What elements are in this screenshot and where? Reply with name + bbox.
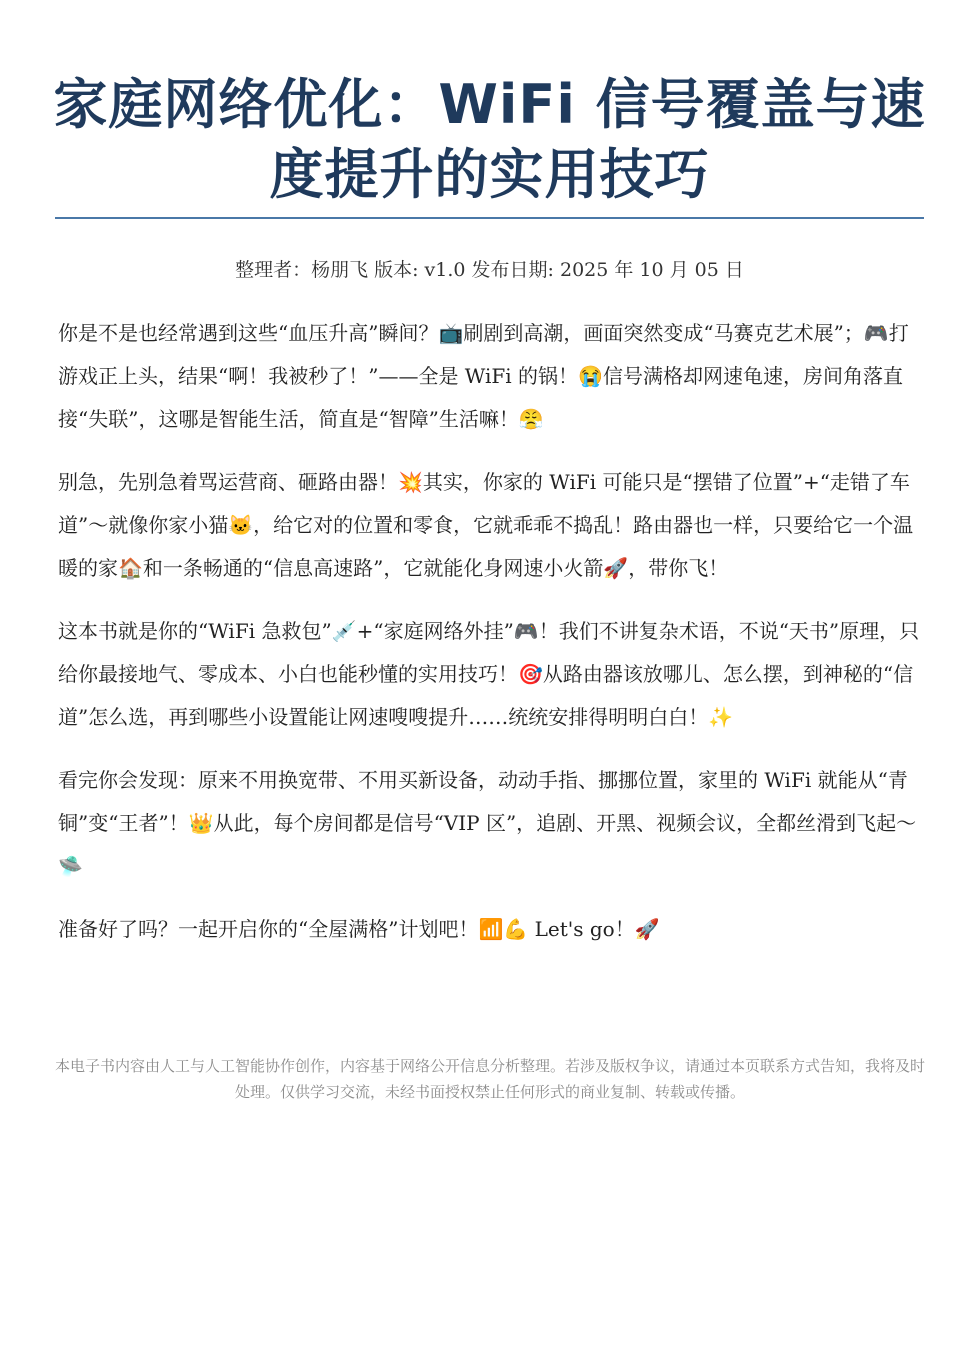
intro-paragraph-2: 别急，先别急着骂运营商、砸路由器！💥其实，你家的 WiFi 可能只是“摆错了位置”+“走错了车道”～就像你家小猫🐱，给它对的位置和零食，它就乖乖不捣乱！路由器也一样，只要给它一个温暖的家🏠和一条畅通的“信息高速路”，它就能化身网速小火箭🚀，带你飞！ bbox=[58, 470, 914, 580]
intro-paragraph-3: 这本书就是你的“WiFi 急救包”💉+“家庭网络外挂”🎮！我们不讲复杂术语，不说“天书”原理，只给你最接地气、零成本、小白也能秒懂的实用技巧！🎯从路由器该放哪儿、怎么摆，到神秘的“信道”怎么选，再到哪些小设置能让网速嗖嗖提升……统统安排得明明白白！✨ bbox=[58, 619, 920, 729]
document-meta: 整理者：杨朋飞 版本: v1.0 发布日期: 2025 年 10 月 05 日 bbox=[235, 259, 744, 281]
intro-paragraph-1: 你是不是也经常遇到这些“血压升高”瞬间？📺刷剧到高潮，画面突然变成“马赛克艺术展”；🎮打游戏正上头，结果“啊！我被秒了！”——全是 WiFi 的锅！😭信号满格却网速龟速，房间角落直接“失联”，这哪是智能生活，简直是“智障”生活嘛！😤 bbox=[58, 321, 909, 431]
intro-paragraph-5: 准备好了吗？一起开启你的“全屋满格”计划吧！📶💪 Let's go！🚀 bbox=[58, 917, 660, 941]
title-divider bbox=[55, 217, 924, 219]
document-body bbox=[58, 312, 928, 971]
intro-paragraph-4: 看完你会发现：原来不用换宽带、不用买新设备，动动手指、挪挪位置，家里的 WiFi 就能从“青铜”变“王者”！👑从此，每个房间都是信号“VIP 区”，追剧、开黑、视频会议，全都丝滑到飞起～🛸 bbox=[58, 768, 917, 878]
copyright-notice: 本电子书内容由人工与人工智能协作创作，内容基于网络公开信息分析整理。若涉及版权争议，请通过本页联系方式告知，我将及时处理。仅供学习交流，未经书面授权禁止任何形式的商业复制、转载或传播。 bbox=[55, 1057, 926, 1101]
document-title: 家庭网络优化：WiFi 信号覆盖与速度提升的实用技巧 bbox=[53, 73, 926, 206]
